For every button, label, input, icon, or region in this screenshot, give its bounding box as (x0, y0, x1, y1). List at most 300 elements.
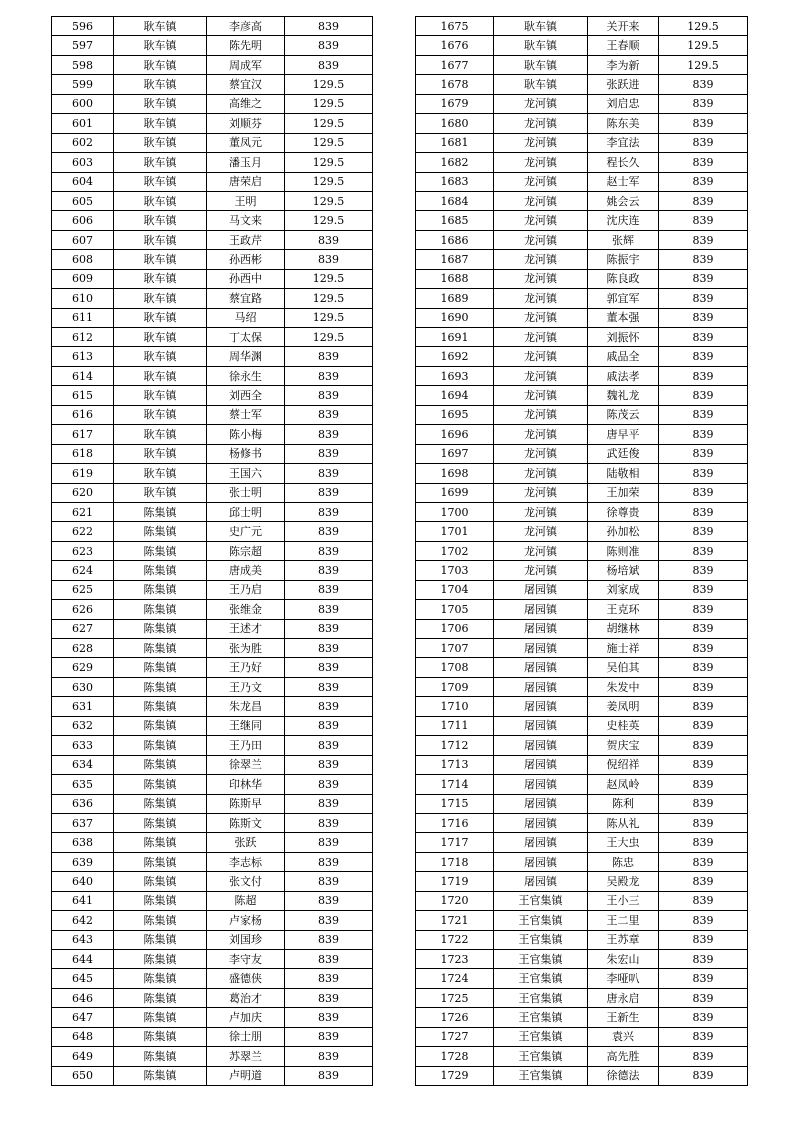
name-cell: 高先胜 (588, 1047, 659, 1066)
row-number-cell: 629 (52, 658, 114, 677)
town-cell: 龙河镇 (494, 522, 588, 541)
amount-cell: 839 (285, 580, 373, 599)
amount-cell: 839 (659, 697, 748, 716)
table-row (52, 619, 373, 638)
amount-cell: 839 (285, 1047, 373, 1066)
amount-cell: 839 (285, 969, 373, 988)
table-row (416, 541, 748, 560)
amount-cell: 839 (285, 347, 373, 366)
table-row (416, 950, 748, 969)
name-cell: 徐翠兰 (207, 755, 285, 774)
name-cell: 高维之 (207, 94, 285, 113)
town-cell: 屠园镇 (494, 755, 588, 774)
amount-cell: 839 (659, 541, 748, 560)
row-number-cell: 596 (52, 17, 114, 36)
town-cell: 龙河镇 (494, 328, 588, 347)
amount-cell: 839 (659, 347, 748, 366)
table-row (52, 75, 373, 94)
amount-cell: 839 (285, 1027, 373, 1046)
row-number-cell: 1726 (416, 1008, 494, 1027)
amount-cell: 839 (285, 405, 373, 424)
name-cell: 关开来 (588, 17, 659, 36)
row-number-cell: 1728 (416, 1047, 494, 1066)
row-number-cell: 1686 (416, 230, 494, 249)
town-cell: 耿车镇 (494, 17, 588, 36)
town-cell: 耿车镇 (114, 328, 207, 347)
amount-cell: 839 (659, 464, 748, 483)
table-row (416, 444, 748, 463)
table-row (416, 289, 748, 308)
town-cell: 王官集镇 (494, 1027, 588, 1046)
amount-cell: 839 (659, 425, 748, 444)
row-number-cell: 1711 (416, 716, 494, 735)
row-number-cell: 1675 (416, 17, 494, 36)
table-row (416, 366, 748, 385)
town-cell: 耿车镇 (494, 55, 588, 74)
table-row (416, 308, 748, 327)
table-row (52, 444, 373, 463)
table-row (52, 794, 373, 813)
amount-cell: 839 (285, 775, 373, 794)
table-row (52, 55, 373, 74)
amount-cell: 839 (659, 580, 748, 599)
table-row (52, 639, 373, 658)
table-row (416, 911, 748, 930)
name-cell: 唐永启 (588, 988, 659, 1007)
amount-cell: 839 (285, 736, 373, 755)
row-number-cell: 605 (52, 191, 114, 210)
name-cell: 马文来 (207, 211, 285, 230)
town-cell: 王官集镇 (494, 1047, 588, 1066)
row-number-cell: 1718 (416, 852, 494, 871)
amount-cell: 839 (659, 328, 748, 347)
name-cell: 朱宏山 (588, 950, 659, 969)
table-row (416, 639, 748, 658)
town-cell: 耿车镇 (114, 405, 207, 424)
amount-cell: 839 (659, 1066, 748, 1085)
row-number-cell: 647 (52, 1008, 114, 1027)
table-row (52, 36, 373, 55)
amount-cell: 839 (285, 483, 373, 502)
name-cell: 唐荣启 (207, 172, 285, 191)
name-cell: 王大虫 (588, 833, 659, 852)
name-cell: 张士明 (207, 483, 285, 502)
table-row (52, 133, 373, 152)
table-row (52, 930, 373, 949)
town-cell: 耿车镇 (114, 347, 207, 366)
name-cell: 魏礼龙 (588, 386, 659, 405)
name-cell: 董本强 (588, 308, 659, 327)
table-row (416, 502, 748, 521)
name-cell: 王春顺 (588, 36, 659, 55)
row-number-cell: 1681 (416, 133, 494, 152)
row-number-cell: 1703 (416, 561, 494, 580)
row-number-cell: 1695 (416, 405, 494, 424)
amount-cell: 839 (285, 541, 373, 560)
row-number-cell: 604 (52, 172, 114, 191)
table-row (52, 347, 373, 366)
row-number-cell: 1689 (416, 289, 494, 308)
table-row (416, 658, 748, 677)
amount-cell: 839 (659, 1047, 748, 1066)
amount-cell: 839 (285, 561, 373, 580)
row-number-cell: 628 (52, 639, 114, 658)
amount-cell: 839 (285, 444, 373, 463)
table-row (52, 425, 373, 444)
table-row (416, 600, 748, 619)
table-row (52, 211, 373, 230)
table-row (416, 94, 748, 113)
town-cell: 陈集镇 (114, 775, 207, 794)
amount-cell: 839 (659, 969, 748, 988)
table-row (416, 211, 748, 230)
town-cell: 龙河镇 (494, 366, 588, 385)
name-cell: 孙加松 (588, 522, 659, 541)
town-cell: 龙河镇 (494, 502, 588, 521)
name-cell: 朱龙昌 (207, 697, 285, 716)
name-cell: 杨修书 (207, 444, 285, 463)
row-number-cell: 640 (52, 872, 114, 891)
name-cell: 陈振宇 (588, 250, 659, 269)
name-cell: 王明 (207, 191, 285, 210)
name-cell: 王乃文 (207, 677, 285, 696)
row-number-cell: 641 (52, 891, 114, 910)
name-cell: 张维金 (207, 600, 285, 619)
name-cell: 武廷俊 (588, 444, 659, 463)
table-row (52, 483, 373, 502)
row-number-cell: 625 (52, 580, 114, 599)
town-cell: 陈集镇 (114, 522, 207, 541)
town-cell: 屠园镇 (494, 580, 588, 599)
amount-cell: 129.5 (285, 133, 373, 152)
name-cell: 王继同 (207, 716, 285, 735)
table-row (416, 561, 748, 580)
name-cell: 周华渊 (207, 347, 285, 366)
town-cell: 耿车镇 (114, 55, 207, 74)
row-number-cell: 1692 (416, 347, 494, 366)
amount-cell: 839 (285, 619, 373, 638)
town-cell: 龙河镇 (494, 425, 588, 444)
name-cell: 王乃好 (207, 658, 285, 677)
table-row (416, 736, 748, 755)
table-row (416, 191, 748, 210)
table-row (416, 133, 748, 152)
town-cell: 龙河镇 (494, 114, 588, 133)
amount-cell: 839 (659, 716, 748, 735)
town-cell: 龙河镇 (494, 561, 588, 580)
table-row (416, 17, 748, 36)
town-cell: 陈集镇 (114, 639, 207, 658)
name-cell: 蔡宜路 (207, 289, 285, 308)
name-cell: 王国六 (207, 464, 285, 483)
name-cell: 王二里 (588, 911, 659, 930)
row-number-cell: 602 (52, 133, 114, 152)
amount-cell: 839 (659, 114, 748, 133)
name-cell: 王苏章 (588, 930, 659, 949)
amount-cell: 839 (285, 522, 373, 541)
row-number-cell: 1713 (416, 755, 494, 774)
name-cell: 王小三 (588, 891, 659, 910)
town-cell: 屠园镇 (494, 833, 588, 852)
name-cell: 周成军 (207, 55, 285, 74)
amount-cell: 839 (659, 153, 748, 172)
town-cell: 陈集镇 (114, 541, 207, 560)
table-row (52, 17, 373, 36)
name-cell: 张辉 (588, 230, 659, 249)
amount-cell: 839 (659, 639, 748, 658)
town-cell: 陈集镇 (114, 561, 207, 580)
town-cell: 耿车镇 (114, 308, 207, 327)
amount-cell: 839 (285, 386, 373, 405)
amount-cell: 839 (659, 600, 748, 619)
town-cell: 耿车镇 (114, 17, 207, 36)
name-cell: 王乃启 (207, 580, 285, 599)
amount-cell: 839 (659, 289, 748, 308)
town-cell: 陈集镇 (114, 697, 207, 716)
table-row (52, 600, 373, 619)
name-cell: 沈庆连 (588, 211, 659, 230)
amount-cell: 129.5 (659, 36, 748, 55)
table-row (52, 1027, 373, 1046)
name-cell: 唐早平 (588, 425, 659, 444)
table-row (416, 328, 748, 347)
town-cell: 耿车镇 (114, 94, 207, 113)
amount-cell: 839 (659, 75, 748, 94)
table-row (416, 697, 748, 716)
amount-cell: 839 (659, 230, 748, 249)
amount-cell: 839 (659, 483, 748, 502)
name-cell: 戚品全 (588, 347, 659, 366)
name-cell: 王政芹 (207, 230, 285, 249)
row-number-cell: 601 (52, 114, 114, 133)
table-row (52, 950, 373, 969)
name-cell: 苏翠兰 (207, 1047, 285, 1066)
town-cell: 耿车镇 (114, 191, 207, 210)
town-cell: 陈集镇 (114, 716, 207, 735)
table-row (52, 561, 373, 580)
town-cell: 耿车镇 (114, 250, 207, 269)
amount-cell: 839 (659, 444, 748, 463)
row-number-cell: 608 (52, 250, 114, 269)
row-number-cell: 648 (52, 1027, 114, 1046)
name-cell: 丁太保 (207, 328, 285, 347)
town-cell: 耿车镇 (114, 269, 207, 288)
row-number-cell: 1706 (416, 619, 494, 638)
table-row (52, 716, 373, 735)
row-number-cell: 637 (52, 813, 114, 832)
row-number-cell: 1700 (416, 502, 494, 521)
row-number-cell: 1725 (416, 988, 494, 1007)
table-row (52, 328, 373, 347)
row-number-cell: 624 (52, 561, 114, 580)
name-cell: 陈斯文 (207, 813, 285, 832)
name-cell: 袁兴 (588, 1027, 659, 1046)
row-number-cell: 614 (52, 366, 114, 385)
name-cell: 陈宗超 (207, 541, 285, 560)
amount-cell: 839 (659, 1027, 748, 1046)
table-row (416, 794, 748, 813)
town-cell: 龙河镇 (494, 347, 588, 366)
amount-cell: 839 (285, 911, 373, 930)
amount-cell: 839 (285, 230, 373, 249)
table-row (52, 755, 373, 774)
row-number-cell: 600 (52, 94, 114, 113)
name-cell: 唐成美 (207, 561, 285, 580)
amount-cell: 839 (285, 658, 373, 677)
row-number-cell: 1691 (416, 328, 494, 347)
amount-cell: 839 (285, 988, 373, 1007)
amount-cell: 839 (659, 366, 748, 385)
row-number-cell: 1721 (416, 911, 494, 930)
table-row (52, 405, 373, 424)
name-cell: 赵士军 (588, 172, 659, 191)
town-cell: 陈集镇 (114, 658, 207, 677)
name-cell: 孙西中 (207, 269, 285, 288)
table-row (52, 191, 373, 210)
amount-cell: 839 (659, 736, 748, 755)
row-number-cell: 598 (52, 55, 114, 74)
amount-cell: 129.5 (285, 328, 373, 347)
amount-cell: 129.5 (285, 75, 373, 94)
amount-cell: 839 (285, 639, 373, 658)
town-cell: 屠园镇 (494, 619, 588, 638)
table-row (416, 1047, 748, 1066)
amount-cell: 839 (285, 755, 373, 774)
row-number-cell: 642 (52, 911, 114, 930)
row-number-cell: 634 (52, 755, 114, 774)
town-cell: 耿车镇 (114, 133, 207, 152)
name-cell: 陈利 (588, 794, 659, 813)
name-cell: 张跃 (207, 833, 285, 852)
town-cell: 耿车镇 (114, 230, 207, 249)
table-row (52, 736, 373, 755)
amount-cell: 839 (285, 250, 373, 269)
row-number-cell: 599 (52, 75, 114, 94)
row-number-cell: 1720 (416, 891, 494, 910)
row-number-cell: 606 (52, 211, 114, 230)
town-cell: 耿车镇 (494, 75, 588, 94)
name-cell: 陈先明 (207, 36, 285, 55)
town-cell: 耿车镇 (114, 425, 207, 444)
town-cell: 陈集镇 (114, 813, 207, 832)
town-cell: 屠园镇 (494, 736, 588, 755)
table-row (52, 366, 373, 385)
town-cell: 龙河镇 (494, 405, 588, 424)
town-cell: 龙河镇 (494, 541, 588, 560)
town-cell: 王官集镇 (494, 950, 588, 969)
table-row (52, 1066, 373, 1085)
amount-cell: 839 (659, 988, 748, 1007)
table-row (52, 697, 373, 716)
amount-cell: 129.5 (659, 17, 748, 36)
table-row (416, 852, 748, 871)
amount-cell: 839 (659, 930, 748, 949)
table-row (416, 386, 748, 405)
amount-cell: 839 (285, 677, 373, 696)
amount-cell: 839 (659, 522, 748, 541)
town-cell: 屠园镇 (494, 775, 588, 794)
name-cell: 马绍 (207, 308, 285, 327)
town-cell: 陈集镇 (114, 580, 207, 599)
row-number-cell: 1712 (416, 736, 494, 755)
amount-cell: 839 (285, 36, 373, 55)
town-cell: 耿车镇 (114, 483, 207, 502)
amount-cell: 129.5 (659, 55, 748, 74)
name-cell: 卢加庆 (207, 1008, 285, 1027)
town-cell: 耿车镇 (114, 114, 207, 133)
amount-cell: 839 (659, 775, 748, 794)
name-cell: 胡继林 (588, 619, 659, 638)
name-cell: 王克环 (588, 600, 659, 619)
town-cell: 龙河镇 (494, 444, 588, 463)
name-cell: 陈良政 (588, 269, 659, 288)
town-cell: 龙河镇 (494, 94, 588, 113)
name-cell: 姜凤明 (588, 697, 659, 716)
amount-cell: 839 (285, 502, 373, 521)
amount-cell: 129.5 (285, 94, 373, 113)
town-cell: 龙河镇 (494, 483, 588, 502)
name-cell: 张文付 (207, 872, 285, 891)
row-number-cell: 1714 (416, 775, 494, 794)
table-row (52, 1047, 373, 1066)
row-number-cell: 1693 (416, 366, 494, 385)
name-cell: 史广元 (207, 522, 285, 541)
table-row (52, 872, 373, 891)
amount-cell: 839 (659, 911, 748, 930)
amount-cell: 839 (285, 852, 373, 871)
table-row (52, 1008, 373, 1027)
row-number-cell: 615 (52, 386, 114, 405)
table-row (52, 891, 373, 910)
table-row (416, 269, 748, 288)
town-cell: 屠园镇 (494, 852, 588, 871)
name-cell: 陆敬相 (588, 464, 659, 483)
row-number-cell: 635 (52, 775, 114, 794)
table-row (52, 94, 373, 113)
table-row (416, 230, 748, 249)
row-number-cell: 643 (52, 930, 114, 949)
name-cell: 刘西全 (207, 386, 285, 405)
table-row (52, 250, 373, 269)
name-cell: 张跃进 (588, 75, 659, 94)
table-row (416, 1027, 748, 1046)
row-number-cell: 611 (52, 308, 114, 327)
row-number-cell: 1682 (416, 153, 494, 172)
amount-cell: 839 (659, 561, 748, 580)
row-number-cell: 638 (52, 833, 114, 852)
name-cell: 孙西彬 (207, 250, 285, 269)
row-number-cell: 1676 (416, 36, 494, 55)
row-number-cell: 1719 (416, 872, 494, 891)
town-cell: 王官集镇 (494, 930, 588, 949)
row-number-cell: 645 (52, 969, 114, 988)
row-number-cell: 1701 (416, 522, 494, 541)
table-row (52, 541, 373, 560)
amount-cell: 839 (659, 619, 748, 638)
name-cell: 倪绍祥 (588, 755, 659, 774)
row-number-cell: 1723 (416, 950, 494, 969)
amount-cell: 839 (659, 250, 748, 269)
row-number-cell: 623 (52, 541, 114, 560)
town-cell: 屠园镇 (494, 716, 588, 735)
town-cell: 耿车镇 (114, 464, 207, 483)
table-row (416, 153, 748, 172)
name-cell: 葛治才 (207, 988, 285, 1007)
name-cell: 董凤元 (207, 133, 285, 152)
town-cell: 龙河镇 (494, 230, 588, 249)
name-cell: 徐永生 (207, 366, 285, 385)
town-cell: 陈集镇 (114, 755, 207, 774)
